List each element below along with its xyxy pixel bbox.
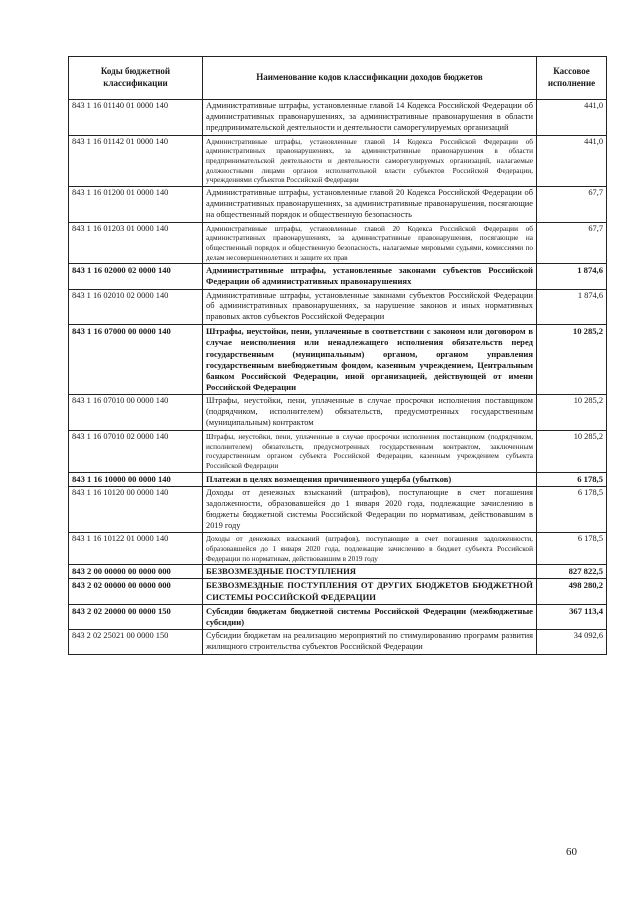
table-row [69,604,607,629]
header-code: Коды бюджетной классификации [69,57,203,100]
row-code: 843 2 02 20000 00 0000 150 [69,604,203,629]
table-row [69,264,607,289]
row-name: Административные штрафы, установленные главой 20 Кодекса Российской Федерации об административных правонарушениях, за административные правонарушения, посягающие на общественный порядок и общественную безопасность, налагаемые мировыми судьями, комиссиями по делам несовершеннолетних и защите их прав [203,222,537,264]
row-code: 843 1 16 01140 01 0000 140 [69,100,203,136]
row-code: 843 1 16 02000 02 0000 140 [69,264,203,289]
row-code: 843 2 00 00000 00 0000 000 [69,565,203,579]
page-number: 60 [566,846,577,858]
row-code: 843 2 02 25021 00 0000 150 [69,630,203,655]
table-row [69,325,607,395]
table-header-row [69,57,607,100]
table-row [69,630,607,655]
row-code: 843 1 16 01200 01 0000 140 [69,186,203,222]
row-code: 843 1 16 10122 01 0000 140 [69,533,203,565]
row-name: БЕЗВОЗМЕЗДНЫЕ ПОСТУПЛЕНИЯ [203,565,537,579]
row-code: 843 1 16 07010 02 0000 140 [69,431,203,473]
row-name: Административные штрафы, установленные главой 14 Кодекса Российской Федерации об административных правонарушениях, за административные правонарушения в области предпринимательской деятельности и деятельности саморегулируемых организаций, налагаемые должностными лицами органов исполнительной власти субъектов Российской Федерации, учреждениями субъектов Российской Федерации [203,135,537,186]
row-amount: 67,7 [537,186,607,222]
row-code: 843 1 16 10120 00 0000 140 [69,486,203,533]
row-amount: 827 822,5 [537,565,607,579]
table-row [69,100,607,136]
table-row [69,186,607,222]
row-amount: 1 874,6 [537,264,607,289]
row-name: Штрафы, неустойки, пени, уплаченные в случае просрочки исполнения поставщиком (подрядчиком, исполнителем) обязательств, предусмотренных государственным контрактом, заключенным государственным органом субъекта Российской Федерации, казенным учреждением субъекта Российской Федерации [203,431,537,473]
table-row [69,579,607,604]
row-amount: 6 178,5 [537,486,607,533]
row-amount: 10 285,2 [537,325,607,395]
row-name: Административные штрафы, установленные главой 20 Кодекса Российской Федерации об административных правонарушениях, за административные правонарушения, посягающие на общественный порядок и общественную безопасность [203,186,537,222]
row-amount: 10 285,2 [537,395,607,431]
table-row [69,533,607,565]
row-code: 843 1 16 07010 00 0000 140 [69,395,203,431]
row-amount: 6 178,5 [537,472,607,486]
row-amount: 441,0 [537,100,607,136]
row-code: 843 1 16 02010 02 0000 140 [69,289,203,325]
row-name: Административные штрафы, установленные законами субъектов Российской Федерации об административных правонарушениях [203,264,537,289]
row-name: Административные штрафы, установленные законами субъектов Российской Федерации об административных правонарушениях, за нарушение законов и иных нормативных правовых актов субъектов Российской Федерации [203,289,537,325]
table-row [69,135,607,186]
table-row [69,486,607,533]
table-row [69,472,607,486]
row-name: Платежи в целях возмещения причиненного ущерба (убытков) [203,472,537,486]
row-code: 843 1 16 10000 00 0000 140 [69,472,203,486]
row-name: Административные штрафы, установленные главой 14 Кодекса Российской Федерации об административных правонарушениях, за административные правонарушения в области предпринимательской деятельности и деятельности саморегулируемых организаций [203,100,537,136]
table-row [69,431,607,473]
row-amount: 367 113,4 [537,604,607,629]
row-code: 843 1 16 01203 01 0000 140 [69,222,203,264]
row-name: Доходы от денежных взысканий (штрафов), поступающие в счет погашения задолженности, образовавшейся до 1 января 2020 года, подлежащие зачислению в бюджеты бюджетной системы Российской Федерации по нормативам, действовавшим в 2019 году [203,486,537,533]
header-amount: Кассовое исполнение [537,57,607,100]
row-amount: 1 874,6 [537,289,607,325]
row-amount: 498 280,2 [537,579,607,604]
budget-revenue-table [68,56,607,655]
row-name: БЕЗВОЗМЕЗДНЫЕ ПОСТУПЛЕНИЯ ОТ ДРУГИХ БЮДЖЕТОВ БЮДЖЕТНОЙ СИСТЕМЫ РОССИЙСКОЙ ФЕДЕРАЦИИ [203,579,537,604]
row-code: 843 2 02 00000 00 0000 000 [69,579,203,604]
row-name: Штрафы, неустойки, пени, уплаченные в соответствии с законом или договором в случае неисполнения или ненадлежащего исполнения обязательств перед государственным (муниципальным) органом, органом управления государственным внебюджетным фондом, казенным учреждением, Центральным банком Российской Федерации, иной организацией, действующей от имени Российской Федерации [203,325,537,395]
row-name: Штрафы, неустойки, пени, уплаченные в случае просрочки исполнения поставщиком (подрядчиком, исполнителем) обязательств, предусмотренных государственным (муниципальным) контрактом [203,395,537,431]
row-name: Субсидии бюджетам на реализацию мероприятий по стимулированию программ развития жилищного строительства субъектов Российской Федерации [203,630,537,655]
table-row [69,565,607,579]
table-row [69,222,607,264]
row-amount: 34 092,6 [537,630,607,655]
row-code: 843 1 16 07000 00 0000 140 [69,325,203,395]
table-row [69,395,607,431]
header-name: Наименование кодов классификации доходов бюджетов [203,57,537,100]
row-amount: 6 178,5 [537,533,607,565]
row-name: Субсидии бюджетам бюджетной системы Российской Федерации (межбюджетные субсидии) [203,604,537,629]
table-row [69,289,607,325]
row-amount: 10 285,2 [537,431,607,473]
row-amount: 441,0 [537,135,607,186]
row-name: Доходы от денежных взысканий (штрафов), поступающие в счет погашения задолженности, образовавшейся до 1 января 2020 года, подлежащие зачислению в бюджет субъекта Российской Федерации по нормативам, действовавшим в 2019 году [203,533,537,565]
row-amount: 67,7 [537,222,607,264]
row-code: 843 1 16 01142 01 0000 140 [69,135,203,186]
